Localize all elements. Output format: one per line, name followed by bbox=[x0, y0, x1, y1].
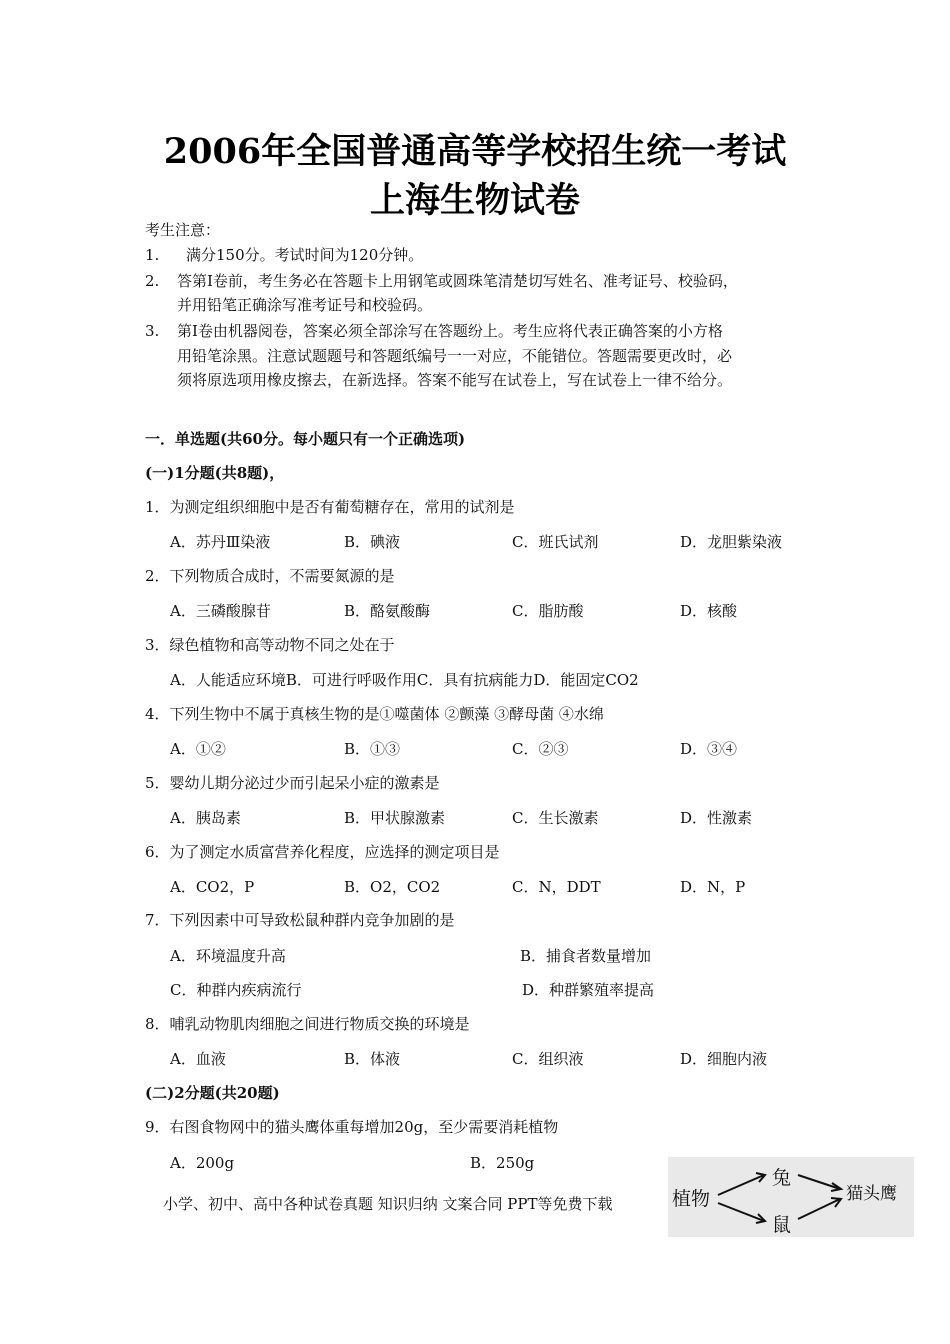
q6-option-b: B．O2，CO2 bbox=[344, 878, 441, 896]
q1-option-b: B．碘液 bbox=[344, 533, 401, 551]
q2-option-c: C．脂肪酸 bbox=[512, 602, 584, 620]
question-8: 8．哺乳动物肌肉细胞之间进行物质交换的环境是 bbox=[145, 1015, 470, 1033]
q7-option-d: D．种群繁殖率提高 bbox=[522, 981, 655, 999]
q5-option-b: B．甲状腺激素 bbox=[344, 809, 446, 827]
q5-option-c: C．生长激素 bbox=[512, 809, 599, 827]
q8-option-c: C．组织液 bbox=[512, 1050, 584, 1068]
notice-num-3: 3. bbox=[145, 322, 160, 340]
q4-option-a: A．①② bbox=[170, 740, 226, 758]
q2-option-a: A．三磷酸腺苷 bbox=[170, 602, 271, 620]
notice-header: 考生注意： bbox=[145, 221, 221, 239]
part-1-heading: (一)1分题(共8题)， bbox=[145, 464, 285, 482]
question-5: 5．婴幼儿期分泌过少而引起呆小症的激素是 bbox=[145, 774, 440, 792]
question-6: 6．为了测定水质富营养化程度，应选择的测定项目是 bbox=[145, 843, 500, 861]
notice-text-3a: 第Ⅰ卷由机器阅卷，答案必须全部涂写在答题纷上。考生应将代表正确答案的小方格 bbox=[177, 322, 723, 340]
q1-option-d: D．龙胆紫染液 bbox=[680, 533, 783, 551]
q1-option-c: C．班氏试剂 bbox=[512, 533, 599, 551]
question-7: 7．下列因素中可导致松鼠种群内竞争加剧的是 bbox=[145, 911, 455, 929]
notice-text-1: 满分150分。考试时间为120分钟。 bbox=[186, 246, 424, 264]
question-3: 3．绿色植物和高等动物不同之处在于 bbox=[145, 636, 395, 654]
q7-option-b: B．捕食者数量增加 bbox=[520, 947, 652, 965]
q2-option-d: D．核酸 bbox=[680, 602, 738, 620]
q6-option-a: A．CO2，P bbox=[170, 878, 255, 896]
q2-option-b: B．酪氨酸酶 bbox=[344, 602, 431, 620]
q4-option-c: C．②③ bbox=[512, 740, 569, 758]
question-1: 1．为测定组织细胞中是否有葡萄糖存在，常用的试剂是 bbox=[145, 498, 515, 516]
q4-option-b: B．①③ bbox=[344, 740, 401, 758]
notice-text-3c: 须将原选项用橡皮擦去，在新选择。答案不能写在试卷上，写在试卷上一律不给分。 bbox=[177, 371, 733, 389]
notice-text-2b: 并用铅笔正确涂写准考证号和校验码。 bbox=[177, 296, 433, 314]
notice-text-2a: 答第Ⅰ卷前，考生务必在答题卡上用钢笔或圆珠笔清楚切写姓名、准考证号、校验码， bbox=[177, 272, 738, 290]
part-2-heading: (二)2分题(共20题) bbox=[145, 1084, 280, 1102]
q9-option-b: B．250g bbox=[470, 1154, 535, 1172]
notice-num-1: 1. bbox=[145, 246, 160, 264]
question-9: 9．右图食物网中的猫头鹰体重每增加20g，至少需要消耗植物 bbox=[145, 1118, 559, 1136]
section-1-heading: 一．单选题(共60分。每小题只有一个正确选项) bbox=[145, 430, 466, 448]
q4-option-d: D．③④ bbox=[680, 740, 738, 758]
node-owl: 猫头鹰 bbox=[846, 1184, 897, 1204]
q8-option-d: D．细胞内液 bbox=[680, 1050, 768, 1068]
question-2: 2．下列物质合成时，不需要氮源的是 bbox=[145, 567, 395, 585]
q1-option-a: A．苏丹Ⅲ染液 bbox=[170, 533, 271, 551]
title-line-2: 上海生物试卷 bbox=[369, 180, 580, 221]
q7-option-c: C．种群内疾病流行 bbox=[170, 981, 302, 999]
node-rabbit: 兔 bbox=[772, 1167, 792, 1189]
q3-options: A．人能适应环境B．可进行呼吸作用C．具有抗病能力D．能固定CO2 bbox=[170, 671, 639, 689]
food-web-diagram bbox=[668, 1157, 914, 1237]
footer-note: 小学、初中、高中各种试卷真题 知识归纳 文案合同 PPT等免费下载 bbox=[163, 1195, 613, 1213]
title-line-1: 2006年全国普通高等学校招生统一考试 bbox=[163, 131, 787, 172]
q9-option-a: A．200g bbox=[170, 1154, 235, 1172]
q5-option-a: A．胰岛素 bbox=[170, 809, 241, 827]
q8-option-b: B．体液 bbox=[344, 1050, 401, 1068]
node-mouse: 鼠 bbox=[772, 1214, 792, 1236]
q5-option-d: D．性激素 bbox=[680, 809, 753, 827]
q6-option-c: C．N，DDT bbox=[512, 878, 601, 896]
notice-text-3b: 用铅笔涂黑。注意试题题号和答题纸编号一一对应，不能错位。答题需要更改时，必 bbox=[177, 347, 733, 365]
node-plant: 植物 bbox=[672, 1188, 711, 1210]
notice-num-2: 2. bbox=[145, 272, 160, 290]
q8-option-a: A．血液 bbox=[170, 1050, 226, 1068]
q6-option-d: D．N，P bbox=[680, 878, 746, 896]
question-4: 4．下列生物中不属于真核生物的是①噬菌体 ②颤藻 ③酵母菌 ④水绵 bbox=[145, 705, 604, 723]
q7-option-a: A．环境温度升高 bbox=[170, 947, 286, 965]
